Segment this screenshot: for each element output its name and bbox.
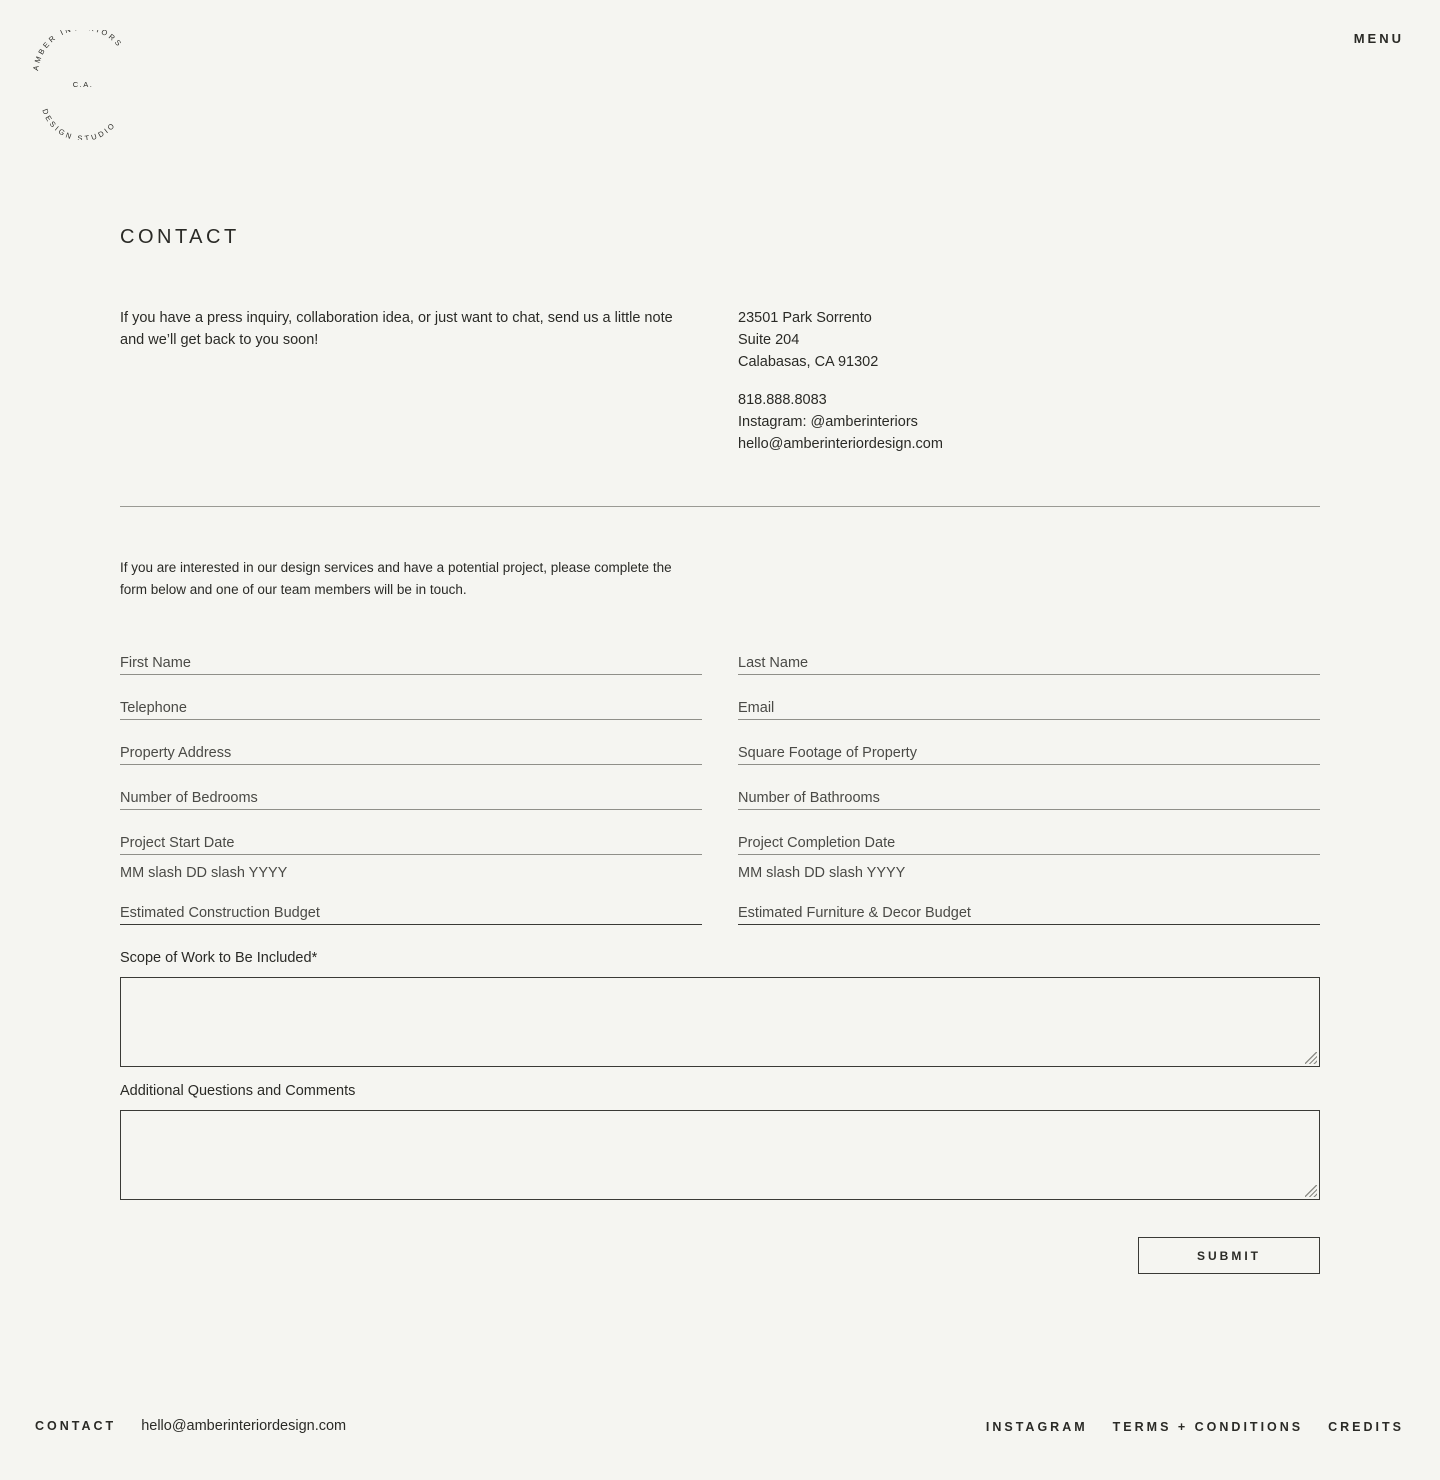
resize-grip-icon[interactable] bbox=[1305, 1185, 1317, 1197]
bedrooms-field bbox=[120, 780, 702, 810]
logo-bottom-text: DESIGN STUDIO bbox=[40, 107, 118, 140]
construction-budget-input[interactable] bbox=[120, 895, 702, 924]
square-footage-input[interactable] bbox=[738, 735, 1320, 764]
footer-link-terms[interactable]: TERMS + CONDITIONS bbox=[1112, 1420, 1304, 1434]
bedrooms-input[interactable] bbox=[120, 780, 702, 809]
svg-text:DESIGN STUDIO bbox=[40, 108, 117, 140]
footer-link-credits[interactable]: CREDITS bbox=[1328, 1420, 1404, 1434]
logo-top-text: AMBER I IORS bbox=[31, 30, 125, 72]
logo-emblem bbox=[28, 30, 138, 140]
start-date-field bbox=[120, 825, 702, 855]
comments-textarea-box bbox=[120, 1110, 1320, 1200]
footer-links bbox=[986, 1420, 1404, 1434]
menu-button[interactable]: MENU bbox=[1353, 31, 1404, 46]
footer-contact bbox=[35, 1418, 346, 1434]
bathrooms-input[interactable] bbox=[738, 780, 1320, 809]
logo-center-text: C.A. bbox=[72, 80, 94, 89]
construction-budget-field bbox=[120, 895, 702, 925]
form-intro: If you are interested in our design services and have a potential project, please complete the form below and one of our team members will be in touch. bbox=[120, 560, 672, 597]
email-field bbox=[738, 690, 1320, 720]
furniture-budget-field bbox=[738, 895, 1320, 925]
footer-contact-label[interactable]: CONTACT bbox=[35, 1419, 117, 1433]
first-name-input[interactable] bbox=[120, 645, 702, 674]
start-date-input[interactable] bbox=[120, 825, 702, 854]
address-line-1: 23501 Park Sorrento bbox=[738, 310, 872, 326]
scope-textarea-box bbox=[120, 977, 1320, 1067]
first-name-field bbox=[120, 645, 702, 675]
start-date-format-hint: MM slash DD slash YYYY bbox=[120, 865, 288, 881]
contact-info bbox=[738, 307, 943, 455]
bathrooms-field bbox=[738, 780, 1320, 810]
instagram-handle[interactable]: Instagram: @amberinteriors bbox=[738, 414, 918, 430]
contact-email[interactable]: hello@amberinteriordesign.com bbox=[738, 436, 943, 452]
property-address-field bbox=[120, 735, 702, 765]
logo[interactable] bbox=[28, 30, 138, 140]
comments-textarea[interactable] bbox=[121, 1111, 1319, 1199]
page-title: CONTACT bbox=[120, 226, 240, 248]
address-line-2: Suite 204 bbox=[738, 332, 800, 348]
email-input[interactable] bbox=[738, 690, 1320, 719]
phone-number[interactable]: 818.888.8083 bbox=[738, 392, 827, 408]
property-address-input[interactable] bbox=[120, 735, 702, 764]
last-name-input[interactable] bbox=[738, 645, 1320, 674]
svg-text:AMBER INTERIORS bbox=[31, 30, 125, 71]
scope-textarea[interactable] bbox=[121, 978, 1319, 1066]
contact-intro: If you have a press inquiry, collaboration idea, or just want to chat, send us a little note and we’ll get back to you soon! bbox=[120, 310, 673, 348]
footer-link-instagram[interactable]: INSTAGRAM bbox=[985, 1420, 1088, 1434]
section-divider bbox=[120, 506, 1320, 507]
scope-label: Scope of Work to Be Included* bbox=[120, 950, 318, 966]
completion-date-input[interactable] bbox=[738, 825, 1320, 854]
submit-button[interactable]: SUBMIT bbox=[1138, 1237, 1320, 1274]
last-name-field bbox=[738, 645, 1320, 675]
comments-label: Additional Questions and Comments bbox=[120, 1083, 356, 1099]
square-footage-field bbox=[738, 735, 1320, 765]
address-line-3: Calabasas, CA 91302 bbox=[738, 354, 879, 370]
resize-grip-icon[interactable] bbox=[1305, 1052, 1317, 1064]
footer-email[interactable]: hello@amberinteriordesign.com bbox=[141, 1418, 347, 1434]
completion-date-field bbox=[738, 825, 1320, 855]
completion-date-format-hint: MM slash DD slash YYYY bbox=[738, 865, 906, 881]
telephone-input[interactable] bbox=[120, 690, 702, 719]
furniture-budget-input[interactable] bbox=[738, 895, 1320, 924]
telephone-field bbox=[120, 690, 702, 720]
